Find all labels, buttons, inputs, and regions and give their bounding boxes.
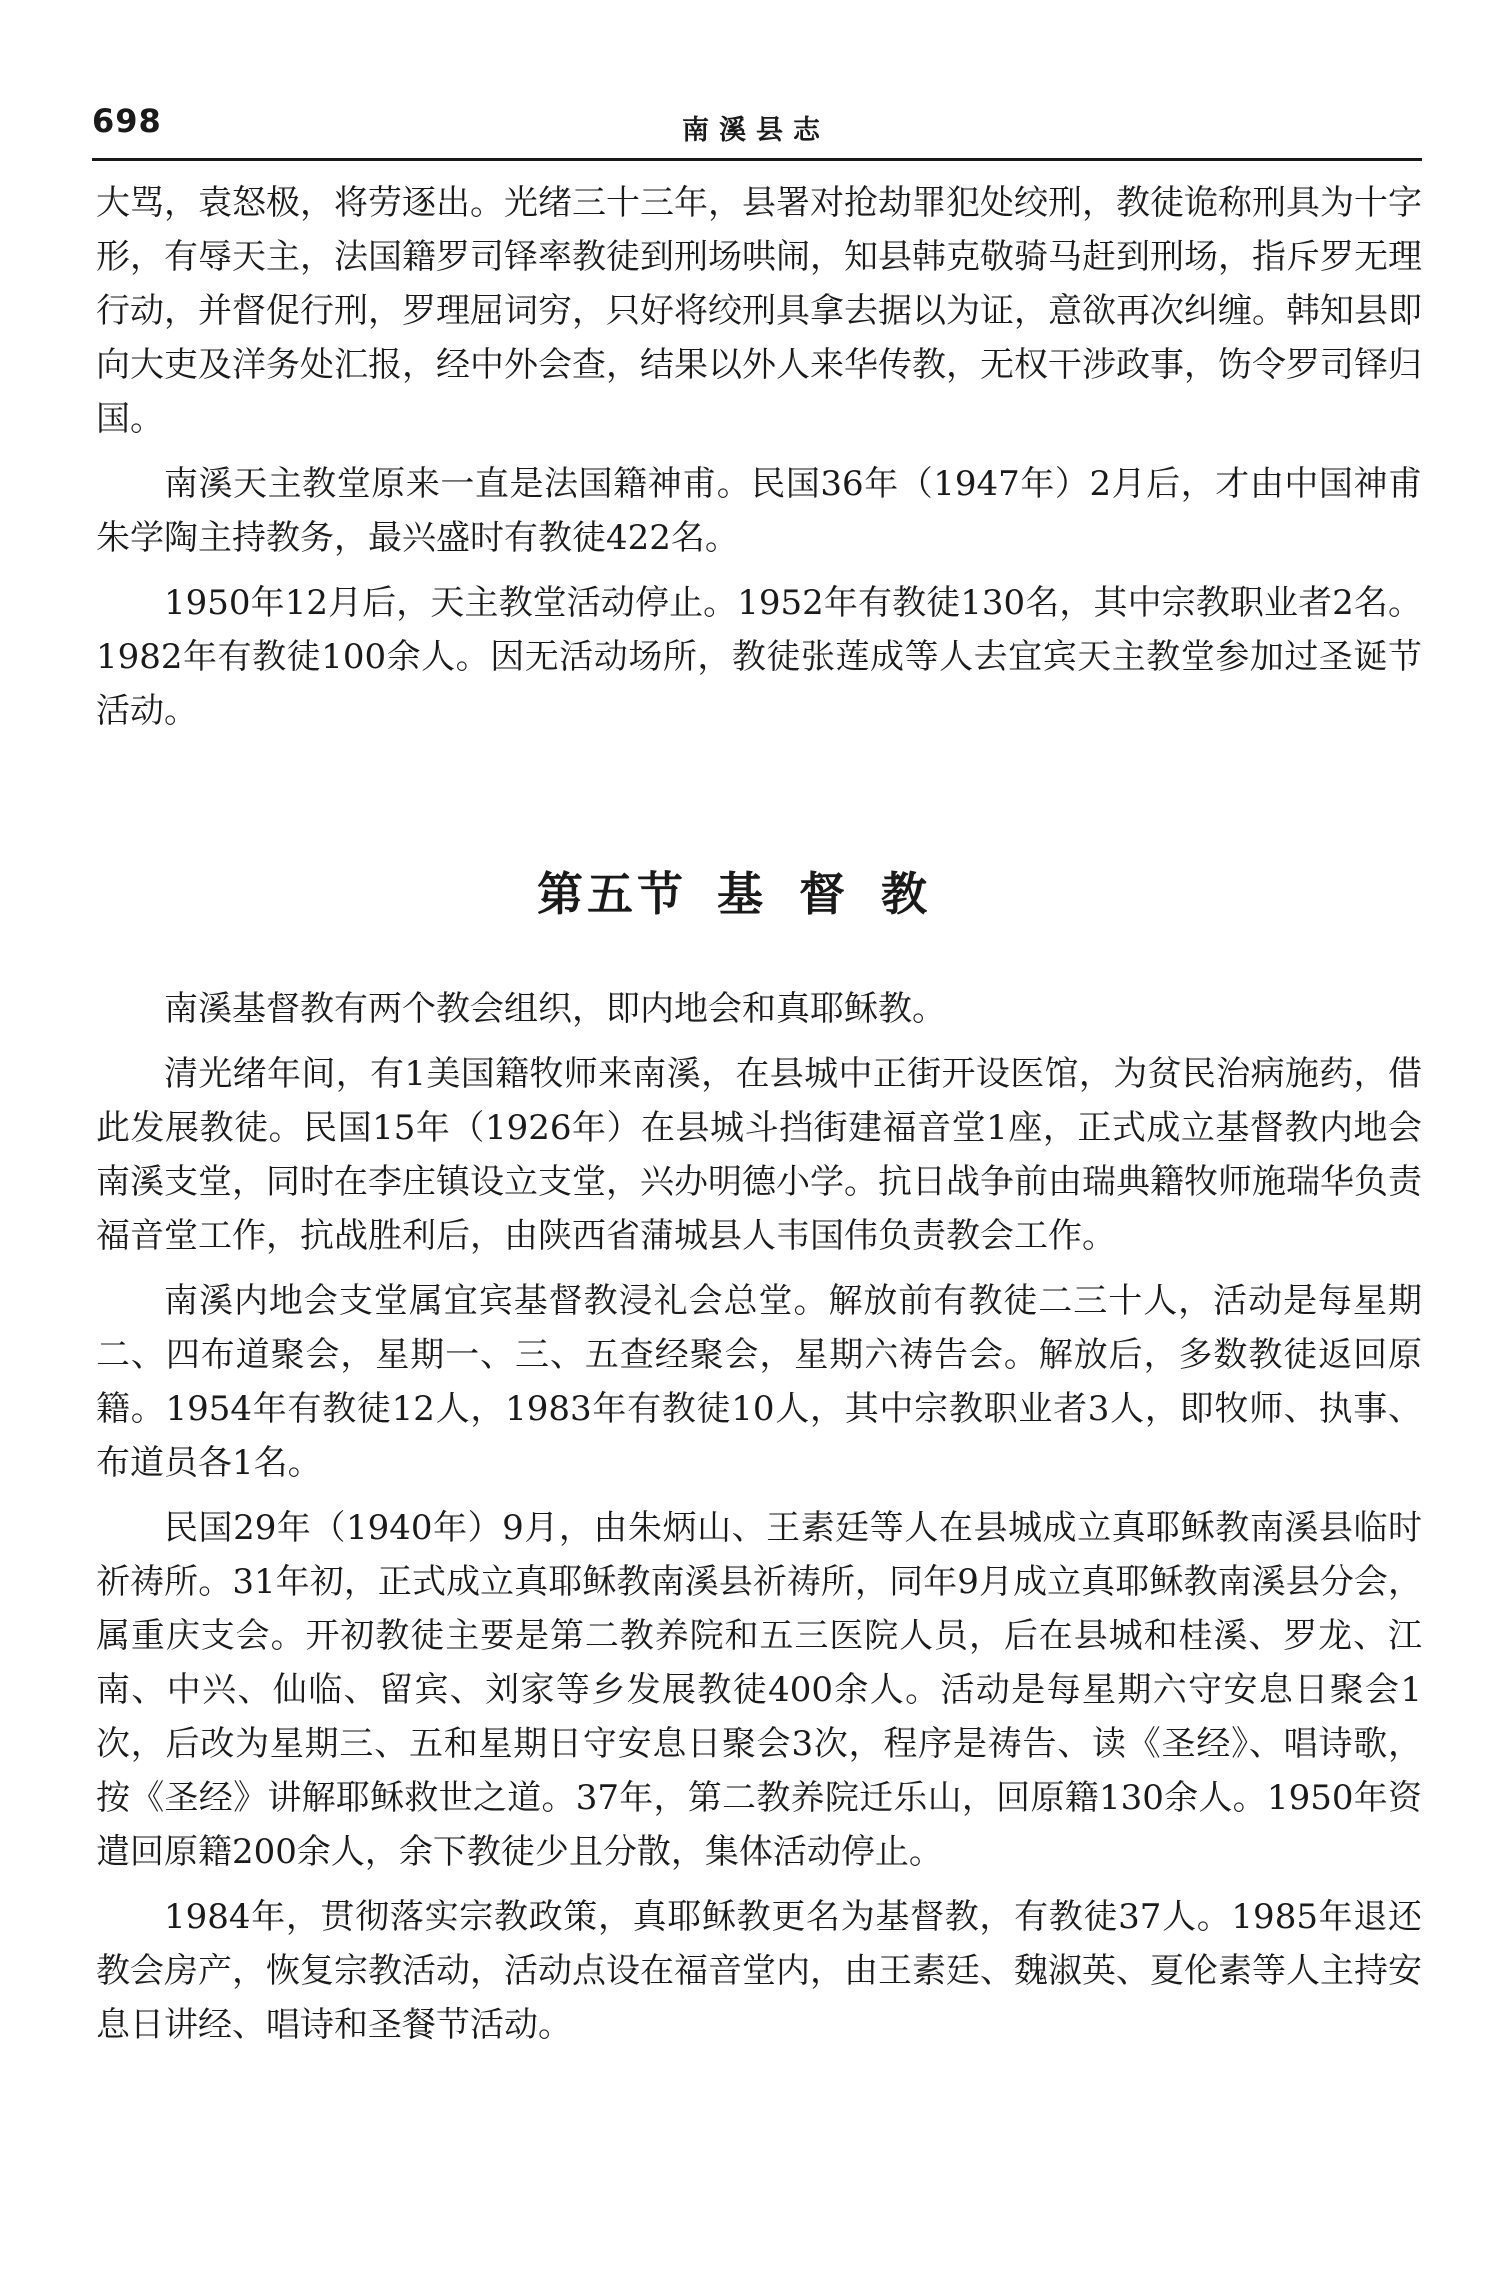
paragraph: 南溪内地会支堂属宜宾基督教浸礼会总堂。解放前有教徒二三十人，活动是每星期二、四布道聚会，星期一、三、五查经聚会，星期六祷告会。解放后，多数教徒返回原籍。1954年有教徒12人，1983年有教徒10人，其中宗教职业者3人，即牧师、执事、布道员各1名。 [96, 1281, 1422, 1483]
section-heading [0, 858, 1500, 924]
christian-section-text [96, 982, 1422, 2063]
paragraph-continued: 大骂，袁怒极，将劳逐出。光绪三十三年，县署对抢劫罪犯处绞刑，教徒诡称刑具为十字形，有辱天主，法国籍罗司铎率教徒到刑场哄闹，知县韩克敬骑马赶到刑场，指斥罗无理行动，并督促行刑，罗理屈词穷，只好将绞刑具拿去据以为证，意欲再次纠缠。韩知县即向大吏及洋务处汇报，经中外会查，结果以外人来华传教，无权干涉政事，饬令罗司铎归国。 [96, 183, 1422, 439]
paragraph: 南溪基督教有两个教会组织，即内地会和真耶稣教。 [164, 989, 946, 1029]
paragraph: 1984年，贯彻落实宗教政策，真耶稣教更名为基督教，有教徒37人。1985年退还教会房产，恢复宗教活动，活动点设在福音堂内，由王素廷、魏淑英、夏伦素等人主持安息日讲经、唱诗和圣餐节活动。 [96, 1897, 1422, 2045]
header-rule [92, 158, 1422, 161]
paragraph: 民国29年（1940年）9月，由朱炳山、王素廷等人在县城成立真耶稣教南溪县临时祈祷所。31年初，正式成立真耶稣教南溪县祈祷所，同年9月成立真耶稣教南溪县分会，属重庆支会。开初教徒主要是第二教养院和五三医院人员，后在县城和桂溪、罗龙、江南、中兴、仙临、留宾、刘家等乡发展教徒400余人。活动是每星期六守安息日聚会1次，后改为星期三、五和星期日守安息日聚会3次，程序是祷告、读《圣经》、唱诗歌，按《圣经》讲解耶稣救世之道。37年，第二教养院迁乐山，回原籍130余人。1950年资遣回原籍200余人，余下教徒少且分散，集体活动停止。 [96, 1508, 1422, 1872]
paragraph: 1950年12月后，天主教堂活动停止。1952年有教徒130名，其中宗教职业者2名。1982年有教徒100余人。因无活动场所，教徒张莲成等人去宜宾天主教堂参加过圣诞节活动。 [96, 583, 1422, 731]
paragraph: 清光绪年间，有1美国籍牧师来南溪，在县城中正街开设医馆，为贫民治病施药，借此发展教徒。民国15年（1926年）在县城斗挡街建福音堂1座，正式成立基督教内地会南溪支堂，同时在李庄镇设立支堂，兴办明德小学。抗日战争前由瑞典籍牧师施瑞华负责福音堂工作，抗战胜利后，由陕西省蒲城县人韦国伟负责教会工作。 [96, 1054, 1422, 1256]
catholic-section-text [96, 176, 1422, 749]
section-name: 基督教 [717, 867, 963, 921]
section-number: 第五节 [537, 867, 687, 921]
page-number: 698 [92, 102, 162, 140]
running-title: 南溪县志 [682, 115, 830, 146]
page-header [92, 100, 1422, 160]
paragraph: 南溪天主教堂原来一直是法国籍神甫。民国36年（1947年）2月后，才由中国神甫朱学陶主持教务，最兴盛时有教徒422名。 [96, 464, 1422, 558]
